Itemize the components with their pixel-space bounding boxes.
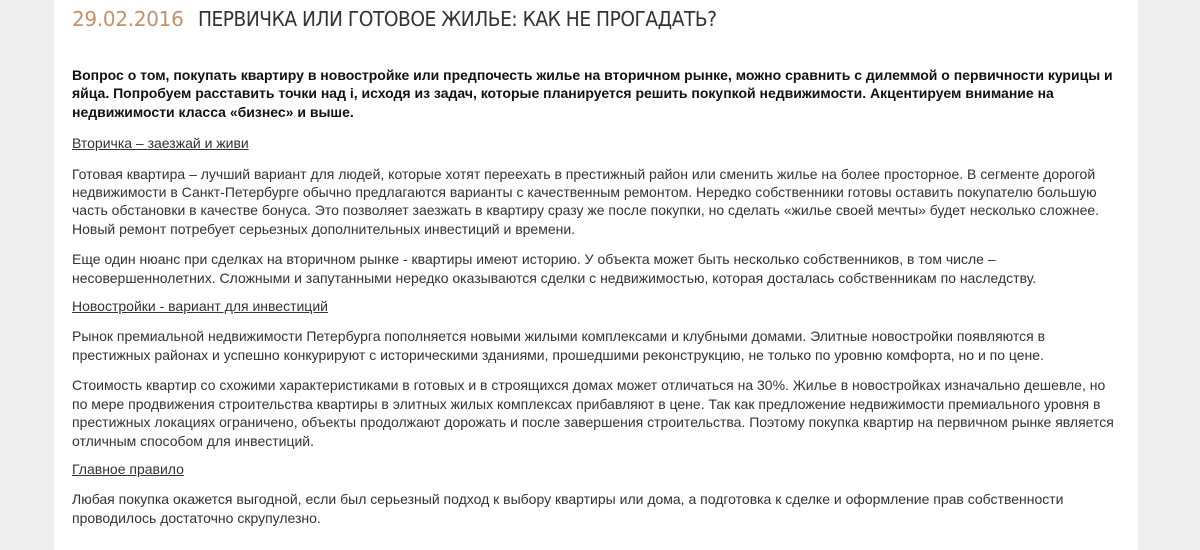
section-heading-main-rule: Главное правило [72, 460, 184, 477]
paragraph: Любая покупка окажется выгодной, если был серьезный подход к выбору квартиры или дома, а подготовка к сделке и оформление прав собственности проводилось достаточно скрупулезно. [72, 491, 1064, 526]
section-heading-new-buildings: Новостройки - вариант для инвестиций [72, 298, 328, 315]
article-header [72, 6, 755, 32]
article-page [54, 0, 1138, 550]
section-heading-secondary: Вторичка – заезжай и живи [72, 135, 249, 152]
article-title: ПЕРВИЧКА ИЛИ ГОТОВОЕ ЖИЛЬЕ: КАК НЕ ПРОГАДАТЬ? [197, 7, 717, 31]
article-body [72, 66, 1122, 539]
paragraph: Стоимость квартир со схожими характеристиками в готовых и в строящихся домах может отличаться на 30%. Жилье в новостройках изначально дешевле, но по мере продвижения строительства квартиры в элитных жилых комплексах прибавляют в цене. Так как предложение недвижимости премиального уровня в престижных локациях ограничено, объекты продолжают дорожать и после завершения строительства. Поэтому покупка квартир на первичном рынке является отличным способом для инвестиций. [72, 377, 1114, 449]
paragraph: Еще один нюанс при сделках на вторичном рынке - квартиры имеют историю. У объекта может быть несколько собственников, в том числе – несовершеннолетних. Сложными и запутанными нередко оказываются сделки с недвижимостью, которая досталась собственникам по наследству. [72, 251, 1037, 286]
article-lead: Вопрос о том, покупать квартиру в новостройке или предпочесть жилье на вторичном рынке, можно сравнить с дилеммой о первичности курицы и яйца. Попробуем расставить точки над i, исходя из задач, которые планируется решить покупкой недвижимости. Акцентируем внимание на недвижимости класса «бизнес» и выше. [72, 67, 1113, 120]
article-date: 29.02.2016 [72, 7, 184, 31]
paragraph: Готовая квартира – лучший вариант для людей, которые хотят переехать в престижный район или сменить жилье на более просторное. В сегменте дорогой недвижимости в Санкт-Петербурге обычно предлагаются варианты с качественным ремонтом. Нередко собственники готовы оставить покупателю большую часть обстановки в качестве бонуса. Это позволяет заезжать в квартиру сразу же после покупки, но сделать «жилье своей мечты» будет несколько сложнее. Новый ремонт потребует серьезных дополнительных инвестиций и времени. [72, 165, 1100, 237]
paragraph: Рынок премиальной недвижимости Петербурга пополняется новыми жилыми комплексами и клубными домами. Элитные новостройки появляются в престижных районах и успешно конкурируют с историческими зданиями, прошедшими реконструкцию, не только по уровню комфорта, но и по цене. [72, 328, 1045, 363]
